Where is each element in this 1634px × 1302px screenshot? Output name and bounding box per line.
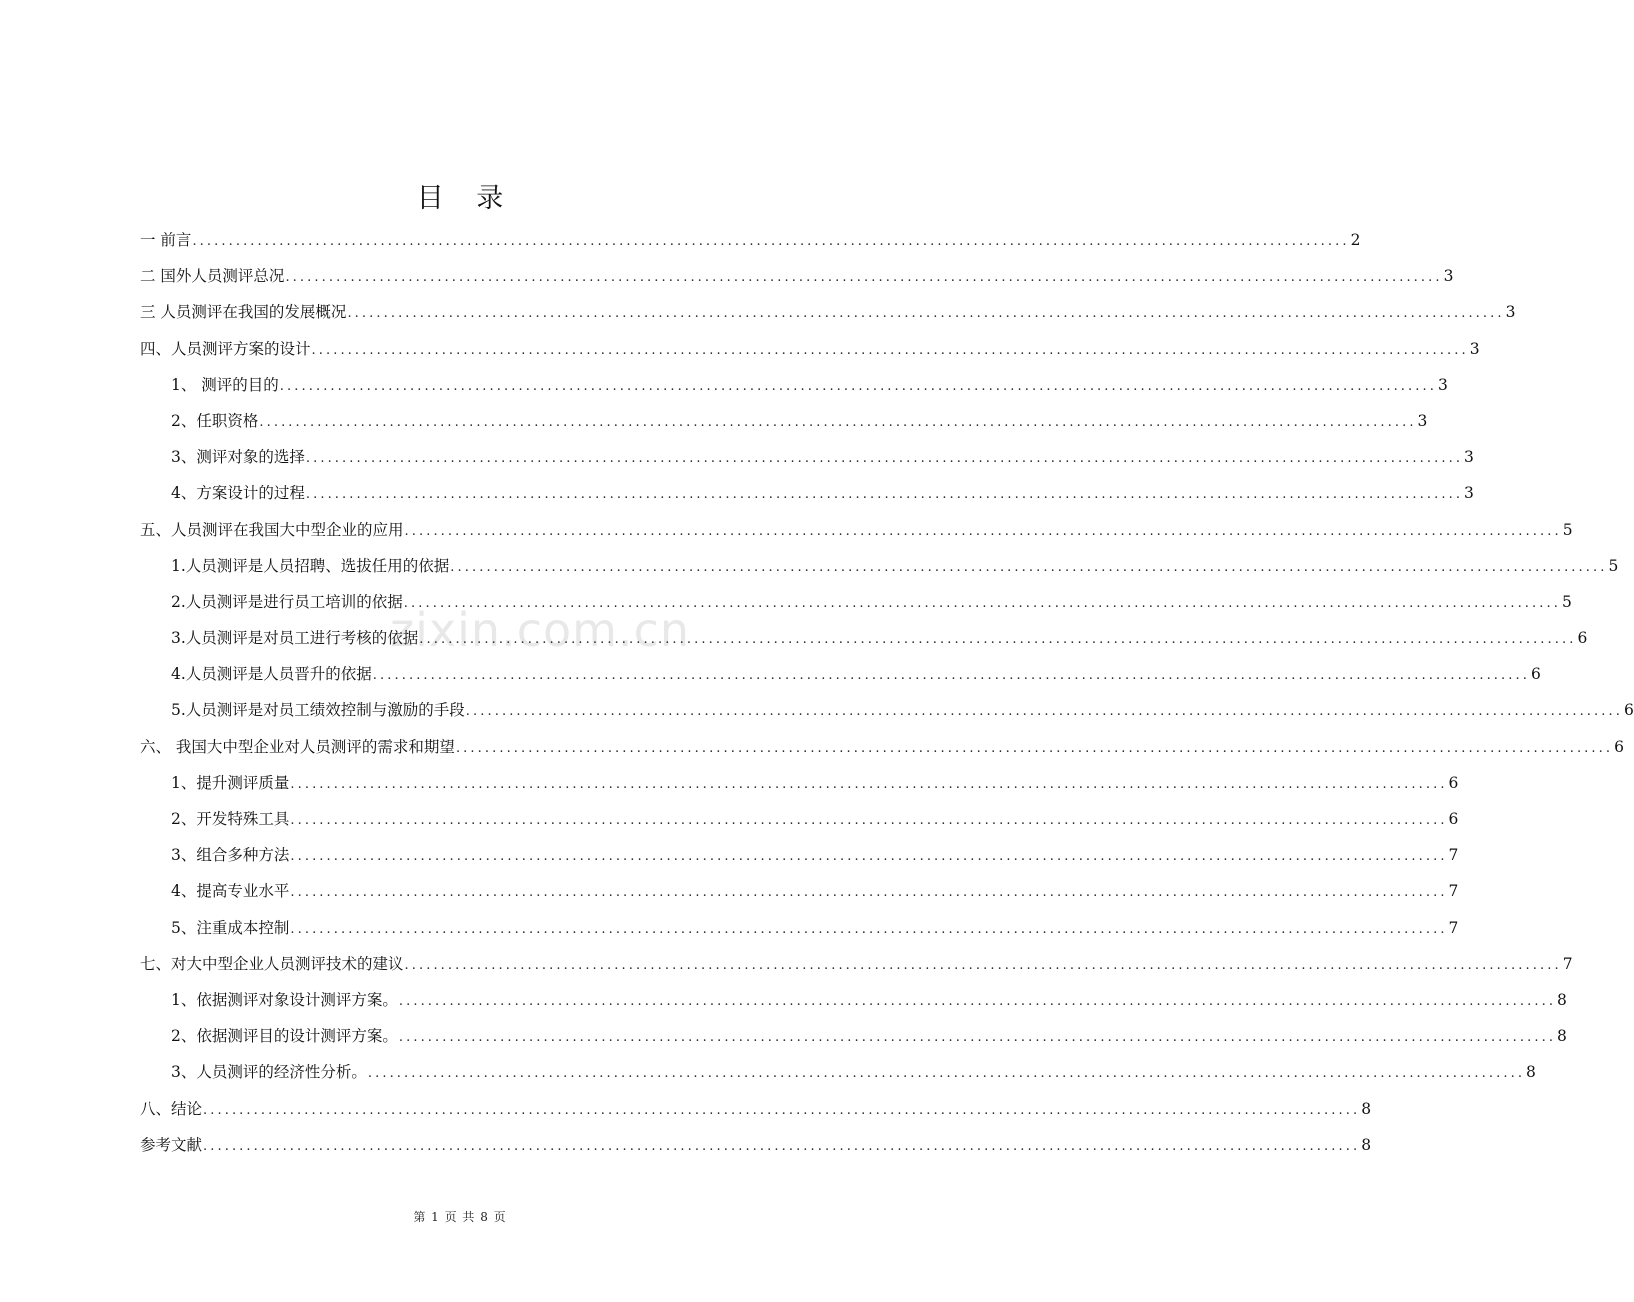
toc-entry-page-number: 2 [1350,231,1361,249]
toc-entry-title: 3、测评对象的选择 [171,448,305,467]
toc-entry-title: 八、结论 [140,1099,203,1118]
toc-entry-page-number: 5 [1562,520,1573,539]
toc-entry-page-number: 5 [1561,592,1572,611]
toc-entry-title: 4.人员测评是人员晋升的依据 [171,665,372,684]
toc-dot-leader: ................................................................................................................................................................ [290,885,1448,901]
toc-dot-leader: ................................................................................................................................................................ [404,523,1562,539]
toc-entry[interactable] [140,367,1448,403]
toc-entry-title: 四、人员测评方案的设计 [140,339,311,358]
toc-entry-page-number: 8 [1557,1027,1567,1046]
toc-entry[interactable] [140,982,1567,1018]
toc-dot-leader: ................................................................................................................................................................ [203,1138,1361,1154]
toc-entry[interactable] [140,584,1572,620]
toc-entry-page-number: 8 [1557,990,1567,1009]
toc-dot-leader: ................................................................................................................................................................ [367,1066,1526,1082]
toc-entry[interactable] [140,331,1480,367]
toc-entry-page-number: 5 [1608,556,1619,575]
toc-entry-page-number: 3 [1469,339,1480,358]
toc-entry-title: 五、人员测评在我国大中型企业的应用 [140,520,404,539]
toc-entry-title: 2、依据测评目的设计测评方案。 [171,1027,398,1046]
toc-dot-leader: ................................................................................................................................................................ [305,487,1464,503]
toc-entry[interactable] [140,1091,1372,1127]
toc-entry[interactable] [140,294,1516,330]
toc-entry-title: 一 前言 [140,231,192,249]
toc-dot-leader: ................................................................................................................................................................ [347,306,1505,322]
toc-entry[interactable] [140,258,1454,294]
toc-dot-leader: ................................................................................................................................................................ [290,849,1448,865]
toc-entry[interactable] [140,1054,1536,1090]
page-title: 目 录 [416,183,516,214]
toc-dot-leader: ................................................................................................................................................................ [305,451,1464,467]
toc-entry-title: 1、依据测评对象设计测评方案。 [171,990,398,1009]
toc-entry-page-number: 7 [1448,846,1459,865]
toc-entry-title: 1.人员测评是人员招聘、选拔任用的依据 [171,556,450,575]
toc-entry[interactable] [140,403,1428,439]
toc-entry-page-number: 6 [1577,629,1588,648]
toc-dot-leader: ................................................................................................................................................................ [398,1030,1557,1046]
toc-entry[interactable] [140,620,1588,656]
toc-entry-page-number: 3 [1417,411,1428,430]
toc-entry-title: 1、提升测评质量 [171,773,290,792]
toc-entry-title: 三 人员测评在我国的发展概况 [140,303,347,322]
toc-dot-leader: ................................................................................................................................................................ [290,813,1448,828]
toc-dot-leader: ................................................................................................................................................................ [259,414,1417,430]
toc-entry-title: 4、提高专业水平 [171,882,290,901]
toc-dot-leader: ................................................................................................................................................................ [455,740,1614,756]
toc-dot-leader: ................................................................................................................................................................ [403,595,1561,611]
toc-entry[interactable] [140,222,1361,258]
toc-dot-leader: ................................................................................................................................................................ [419,632,1577,648]
toc-dot-leader: ................................................................................................................................................................ [290,776,1448,792]
toc-dot-leader: ................................................................................................................................................................ [398,993,1557,1009]
toc-entry-page-number: 6 [1623,701,1634,720]
toc-entry[interactable] [140,873,1459,909]
toc-entry-page-number: 3 [1505,303,1516,322]
toc-entry[interactable] [140,910,1459,946]
toc-entry-title: 5、注重成本控制 [171,918,290,937]
toc-dot-leader: ................................................................................................................................................................ [450,559,1608,575]
toc-dot-leader: ................................................................................................................................................................ [311,342,1469,358]
toc-entry[interactable] [140,475,1474,511]
toc-entry[interactable] [140,656,1541,692]
toc-entry-title: 4、方案设计的过程 [171,484,305,503]
toc-entry-title: 2、开发特殊工具 [171,810,290,828]
toc-entry[interactable] [140,548,1619,584]
toc-dot-leader: ................................................................................................................................................................ [192,234,1350,249]
toc-entry-page-number: 3 [1464,448,1474,467]
toc-entry[interactable] [140,765,1459,801]
toc-entry-title: 参考文献 [140,1135,203,1154]
toc-dot-leader: ................................................................................................................................................................ [404,957,1562,973]
watermark: zixin.com.cn [390,603,691,657]
toc-entry-page-number: 7 [1562,954,1573,973]
toc-entry[interactable] [140,512,1573,548]
toc-entry-page-number: 3 [1443,267,1454,286]
table-of-contents [140,222,1634,1163]
toc-entry[interactable] [140,1127,1372,1163]
toc-entry-title: 3.人员测评是对员工进行考核的依据 [171,629,419,648]
toc-dot-leader: ................................................................................................................................................................ [279,378,1437,394]
toc-entry-page-number: 3 [1464,484,1474,503]
toc-entry-title: 二 国外人员测评总况 [140,267,285,286]
toc-entry-title: 2.人员测评是进行员工培训的依据 [171,592,403,611]
toc-entry[interactable] [140,439,1474,475]
toc-entry[interactable] [140,801,1459,837]
toc-entry-page-number: 6 [1530,665,1541,684]
toc-dot-leader: ................................................................................................................................................................ [465,704,1623,720]
toc-entry-page-number: 6 [1448,773,1459,792]
toc-dot-leader: ................................................................................................................................................................ [372,668,1530,684]
toc-entry[interactable] [140,837,1459,873]
toc-entry-title: 七、对大中型企业人员测评技术的建议 [140,954,404,973]
toc-entry-page-number: 7 [1448,882,1459,901]
toc-entry-page-number: 7 [1448,918,1459,937]
toc-entry-page-number: 8 [1361,1135,1372,1154]
toc-entry-page-number: 3 [1437,375,1448,394]
toc-entry-title: 2、任职资格 [171,411,259,430]
toc-entry-title: 5.人员测评是对员工绩效控制与激励的手段 [171,701,465,720]
toc-entry[interactable] [140,729,1624,765]
toc-dot-leader: ................................................................................................................................................................ [285,270,1443,286]
toc-entry-page-number: 8 [1526,1063,1536,1082]
toc-entry-title: 六、 我国大中型企业对人员测评的需求和期望 [140,737,455,756]
toc-entry-page-number: 8 [1361,1099,1372,1118]
toc-entry-title: 3、组合多种方法 [171,846,290,865]
toc-dot-leader: ................................................................................................................................................................ [290,921,1448,937]
toc-dot-leader: ................................................................................................................................................................ [203,1102,1361,1118]
toc-entry-title: 3、人员测评的经济性分析。 [171,1063,367,1082]
toc-entry-page-number: 6 [1614,737,1624,756]
toc-entry-page-number: 6 [1448,810,1459,828]
toc-entry[interactable] [140,946,1573,982]
toc-entry[interactable] [140,692,1634,728]
toc-entry[interactable] [140,1018,1567,1054]
toc-entry-title: 1、 测评的目的 [171,375,279,394]
page-footer: 第 1 页 共 8 页 [413,1210,507,1224]
